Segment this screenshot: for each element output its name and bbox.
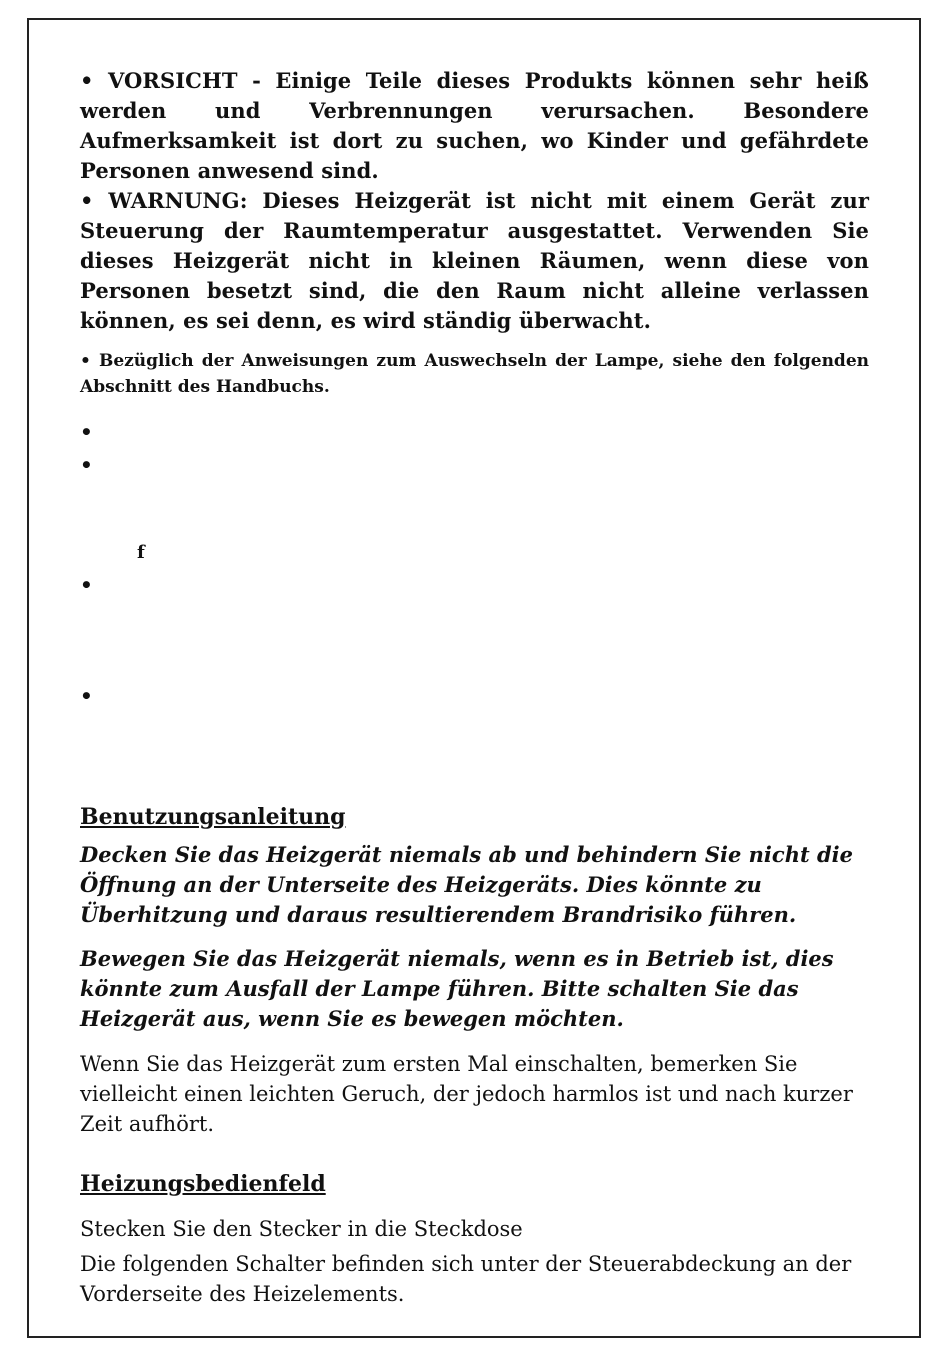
caution-warning: • VORSICHT - Einige Teile dieses Produkts können sehr heiß werden und Verbrennungen verursachen. Besondere Aufmerksamkeit ist dort zu suchen, wo Kinder und gefährdete Personen anwesend sind. <box>80 68 869 183</box>
first-use-note: Wenn Sie das Heizgerät zum ersten Mal einschalten, bemerken Sie vielleicht einen leichten Geruch, der jedoch harmlos ist und nach kurzer Zeit aufhört. <box>80 1052 853 1136</box>
move-caution: Bewegen Sie das Heizgerät niemals, wenn es in Betrieb ist, dies könnte zum Ausfall der Lampe führen. Bitte schalten Sie das Heizgerät aus, wenn Sie es bewegen möchten. <box>80 946 834 1031</box>
heater-warning: • WARNUNG: Dieses Heizgerät ist nicht mit einem Gerät zur Steuerung der Raumtemperatur ausgestattet. Verwenden Sie dieses Heizgerät nicht in kleinen Räumen, wenn diese von Personen besetzt sind, die den Raum nicht alleine verlassen können, es sei denn, es wird ständig überwacht. <box>80 188 869 333</box>
cover-caution: Decken Sie das Heizgerät niemals ab und behindern Sie nicht die Öffnung an der Unterseite des Heizgeräts. Dies könnte zu Überhitzung und daraus resultierendem Brandrisiko führen. <box>80 842 853 927</box>
control-panel-heading: Heizungsbedienfeld <box>80 1171 326 1197</box>
usage-heading: Benutzungsanleitung <box>80 804 346 830</box>
plug-in-instruction: Stecken Sie den Stecker in die Steckdose <box>80 1217 523 1241</box>
empty-bullet: • <box>80 573 93 597</box>
empty-bullet: • <box>80 453 93 477</box>
stray-character: f <box>137 542 145 563</box>
empty-bullet: • <box>80 684 93 708</box>
empty-bullet: • <box>80 420 93 444</box>
lamp-replacement-note: • Bezüglich der Anweisungen zum Auswechseln der Lampe, siehe den folgenden Abschnitt des Handbuchs. <box>80 351 869 397</box>
switches-location: Die folgenden Schalter befinden sich unter der Steuerabdeckung an der Vorderseite des Heizelements. <box>80 1252 852 1306</box>
